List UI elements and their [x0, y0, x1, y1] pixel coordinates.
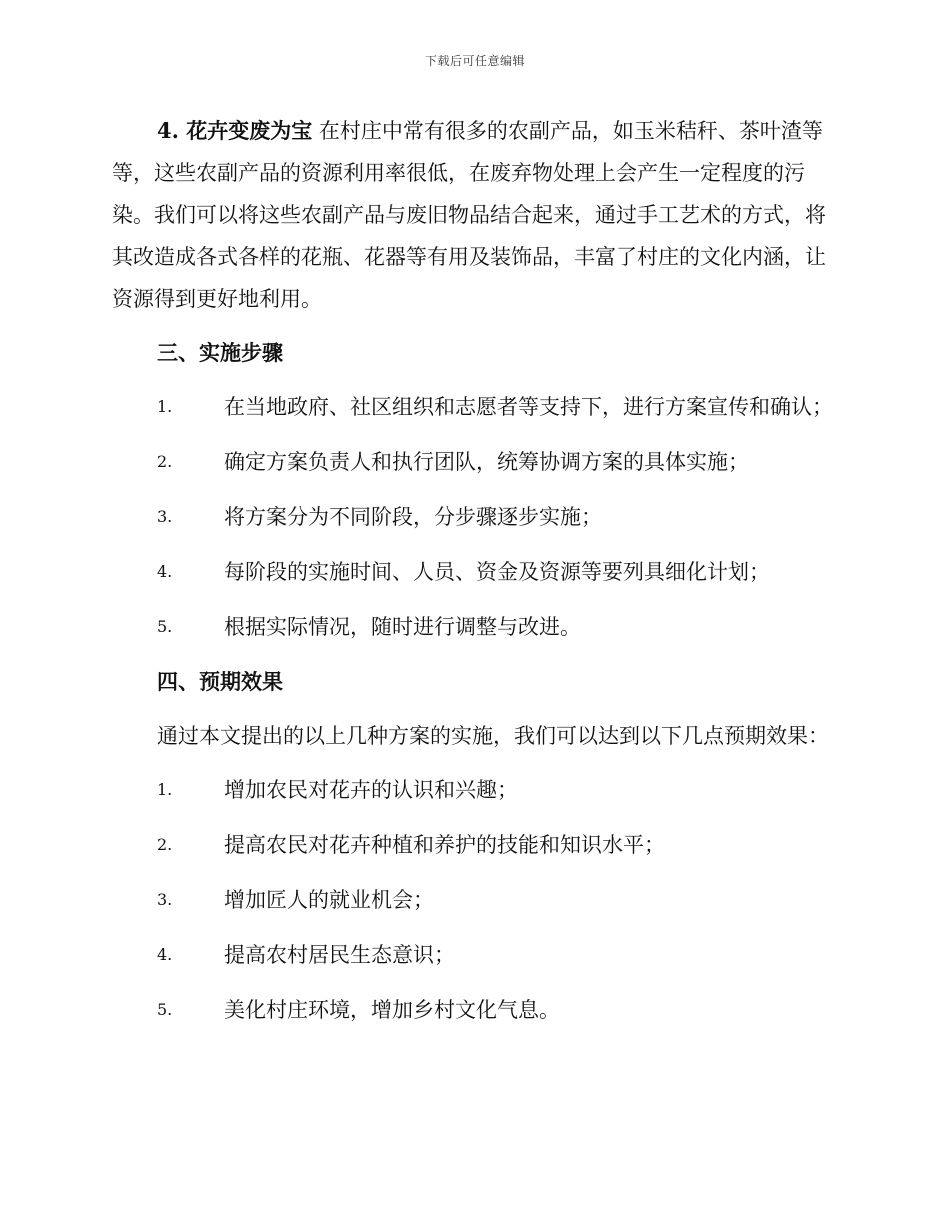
- list-item-number: 2.: [157, 835, 173, 854]
- list-item: [112, 879, 838, 921]
- list-item-number: 3.: [157, 507, 173, 526]
- list-item: [112, 386, 838, 428]
- list-item: [112, 496, 838, 538]
- list-item-text: 增加农民对花卉的认识和兴趣；: [224, 778, 518, 802]
- list-item-number: 4.: [157, 562, 173, 581]
- list-item-number: 5.: [157, 1000, 173, 1019]
- document-body: [112, 110, 838, 1044]
- list-item-number: 1.: [157, 397, 173, 416]
- list-item-number: 4.: [157, 945, 173, 964]
- list-item: [112, 551, 838, 593]
- list-item: [112, 606, 838, 648]
- list-item-number: 5.: [157, 617, 173, 636]
- list-item-text: 提高农村居民生态意识；: [224, 943, 455, 967]
- list-item: [112, 989, 838, 1031]
- list-item: [112, 769, 838, 811]
- effects-intro-paragraph: 通过本文提出的以上几种方案的实施，我们可以达到以下几点预期效果：: [157, 724, 829, 748]
- list-item-text: 每阶段的实施时间、人员、资金及资源等要列具细化计划；: [224, 560, 770, 584]
- list-item-text: 在当地政府、社区组织和志愿者等支持下，进行方案宣传和确认；: [224, 395, 833, 419]
- list-item-text: 确定方案负责人和执行团队，统筹协调方案的具体实施；: [224, 450, 749, 474]
- list-item-text: 根据实际情况，随时进行调整与改进。: [224, 615, 581, 639]
- list-item-number: 2.: [157, 452, 173, 471]
- list-item-text: 美化村庄环境，增加乡村文化气息。: [224, 998, 560, 1022]
- list-item: [112, 934, 838, 976]
- list-item-text: 增加匠人的就业机会；: [224, 888, 434, 912]
- paragraph-lead-bold: 4. 花卉变废为宝: [157, 118, 313, 143]
- section-heading-expected-effects: 四、预期效果: [157, 669, 283, 694]
- section-heading-steps: 三、实施步骤: [157, 340, 283, 365]
- list-item-text: 提高农民对花卉种植和养护的技能和知识水平；: [224, 833, 665, 857]
- page-header: 下载后可任意编辑: [424, 54, 525, 68]
- paragraph-flower-recycling: [112, 110, 838, 320]
- effects-list: [112, 769, 838, 1031]
- list-item: [112, 441, 838, 483]
- steps-list: [112, 386, 838, 648]
- paragraph-body: 在村庄中常有很多的农副产品，如玉米秸秆、茶叶渣等等，这些农副产品的资源利用率很低，在废弃物处理上会产生一定程度的污染。我们可以将这些农副产品与废旧物品结合起来，通过手工艺术的方式，将其改造成各式各样的花瓶、花器等有用及装饰品，丰富了村庄的文化内涵，让资源得到更好地利用。: [112, 119, 826, 311]
- list-item-number: 1.: [157, 780, 173, 799]
- list-item: [112, 824, 838, 866]
- list-item-number: 3.: [157, 890, 173, 909]
- list-item-text: 将方案分为不同阶段，分步骤逐步实施；: [224, 505, 602, 529]
